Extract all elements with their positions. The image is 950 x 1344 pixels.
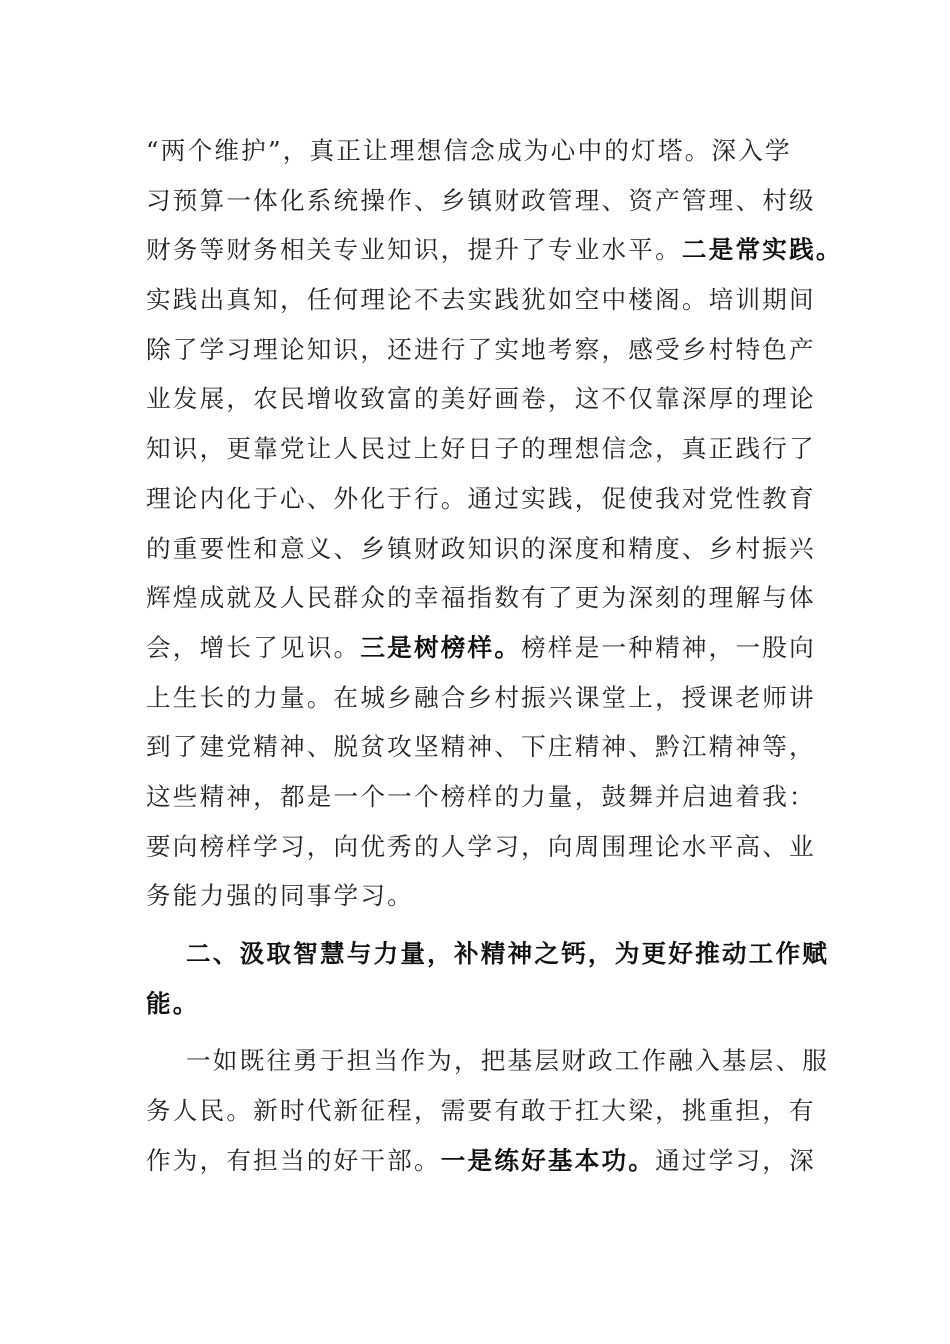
- text-run: 财务等财务相关专业知识，提升了专业水平。: [146, 235, 682, 265]
- paragraph-line: [146, 225, 843, 275]
- text-run: 一如既往勇于担当作为，把基层财政工作融入基层、服: [186, 1046, 830, 1076]
- text-run: 会，增长了见识。: [146, 632, 361, 662]
- text-run: 除了学习理论知识，还进行了实地考察，感受乡村特色产: [146, 334, 816, 364]
- text-run: 要向榜样学习，向优秀的人学习，向周围理论水平高、业: [146, 831, 816, 861]
- bold-run: 三是树榜样。: [360, 632, 522, 662]
- paragraph-line: [146, 822, 816, 872]
- heading-text: 二、汲取智慧与力量，补精神之钙，为更好推动工作赋: [186, 939, 830, 968]
- text-run: 理论内化于心、外化于行。通过实践，促使我对党性教育: [146, 483, 816, 513]
- text-run: 作为，有担当的好干部。: [146, 1145, 441, 1175]
- paragraph-line: [146, 1036, 830, 1086]
- text-run: 知识，更靠党让人民过上好日子的理想信念，真正践行了: [146, 434, 816, 464]
- heading-text: 能。: [146, 988, 200, 1018]
- text-run: 习预算一体化系统操作、乡镇财政管理、资产管理、村级: [146, 185, 816, 215]
- text-run: 榜样是一种精神，一股向: [521, 632, 816, 662]
- text-run: “两个维护”，真正让理想信念成为心中的灯塔。深入学: [146, 136, 792, 165]
- paragraph-line: [146, 623, 816, 673]
- bold-run: 二是常实践。: [681, 235, 843, 265]
- paragraph-line: [146, 1086, 816, 1136]
- paragraph-line: [146, 374, 816, 424]
- paragraph-line: [146, 275, 816, 325]
- text-run: 务能力强的同事学习。: [146, 881, 414, 911]
- text-run: 通过学习，深: [655, 1145, 816, 1175]
- text-run: 的重要性和意义、乡镇财政知识的深度和精度、乡村振兴: [146, 533, 816, 563]
- section-heading: [146, 929, 830, 979]
- paragraph-line: [146, 673, 816, 723]
- text-run: 业发展，农民增收致富的美好画卷，这不仅靠深厚的理论: [146, 384, 816, 414]
- text-run: 实践出真知，任何理论不去实践犹如空中楼阁。培训期间: [146, 285, 816, 315]
- paragraph-line: [146, 126, 808, 176]
- paragraph-line: [146, 573, 816, 623]
- paragraph-line: [146, 424, 816, 474]
- paragraph-line: [146, 871, 808, 921]
- paragraph-line: [146, 1136, 816, 1186]
- text-run: 务人民。新时代新征程，需要有敢于扛大梁，挑重担，有: [146, 1096, 816, 1126]
- paragraph-line: [146, 325, 816, 375]
- text-run: 上生长的力量。在城乡融合乡村振兴课堂上，授课老师讲: [146, 682, 816, 712]
- paragraph-line: [146, 474, 816, 524]
- bold-run: 一是练好基本功。: [440, 1145, 656, 1175]
- paragraph-line: [146, 524, 816, 574]
- text-run: 辉煌成就及人民群众的幸福指数有了更为深刻的理解与体: [146, 583, 816, 613]
- paragraph-line: [146, 176, 816, 226]
- paragraph-line: [146, 772, 816, 822]
- paragraph-line: [146, 722, 816, 772]
- text-run: 到了建党精神、脱贫攻坚精神、下庄精神、黔江精神等，: [146, 732, 816, 762]
- section-heading-continuation: [146, 979, 808, 1029]
- text-run: 这些精神，都是一个一个榜样的力量，鼓舞并启迪着我：: [146, 781, 816, 811]
- document-body: [146, 126, 843, 1185]
